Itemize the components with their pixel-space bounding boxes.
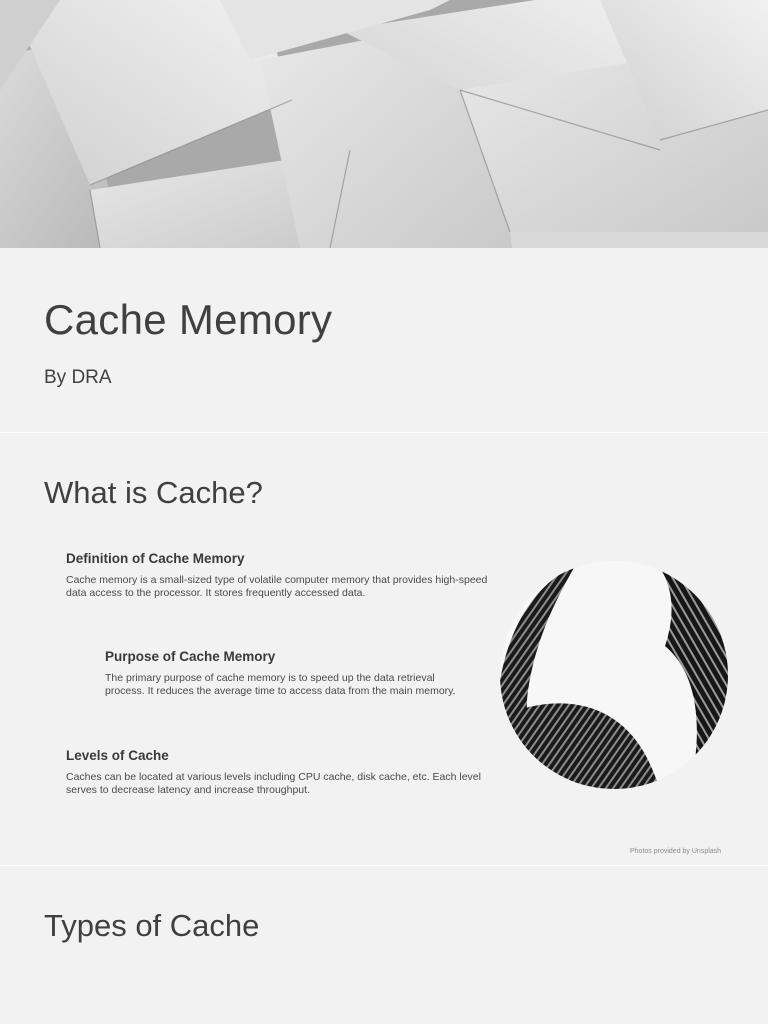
item-title-definition: Definition of Cache Memory: [66, 551, 245, 566]
photo-credit: Photos provided by Unsplash: [630, 848, 722, 855]
item-body-levels: Caches can be located at various levels including CPU cache, disk cache, etc. Each level serves to decrease latency and increase throughput.: [66, 771, 481, 796]
item-title-purpose: Purpose of Cache Memory: [105, 649, 276, 664]
item-body-purpose: The primary purpose of cache memory is to speed up the data retrieval process. It reduces the average time to access data from the main memory.: [105, 672, 456, 697]
presentation-title: Cache Memory: [44, 296, 333, 343]
what-is-cache-slide: [0, 433, 768, 865]
slide-heading: What is Cache?: [44, 475, 263, 510]
paper-sheets-image: [0, 0, 768, 248]
title-slide: [0, 0, 768, 432]
types-of-cache-slide: [0, 866, 768, 1024]
item-body-definition: Cache memory is a small-sized type of volatile computer memory that provides high-speed data access to the processor. It stores frequently accessed data.: [66, 574, 488, 599]
slide-heading: Types of Cache: [44, 908, 260, 943]
presentation-author: By DRA: [44, 367, 112, 388]
architecture-photo: [500, 561, 728, 789]
item-title-levels: Levels of Cache: [66, 748, 169, 763]
